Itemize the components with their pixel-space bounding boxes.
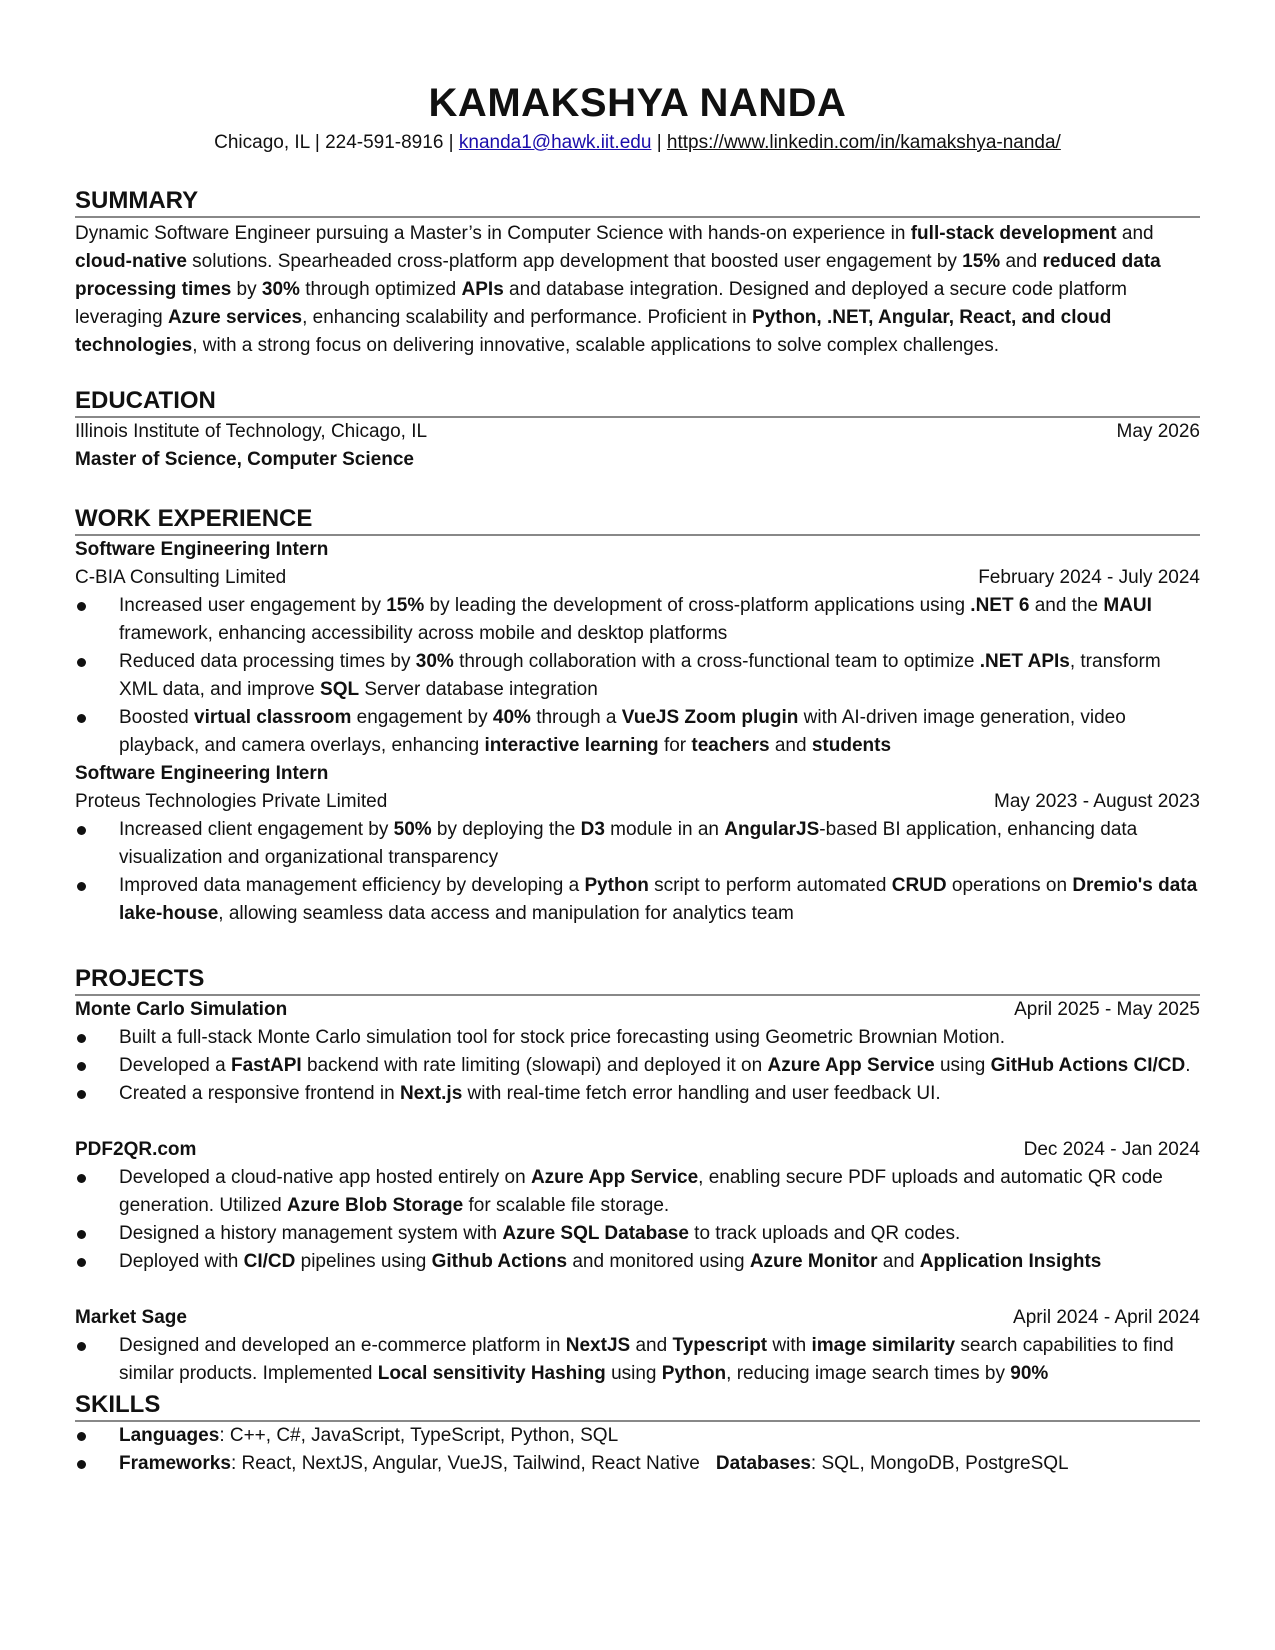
- project-header: [75, 996, 1200, 1024]
- project-name: PDF2QR.com: [75, 1139, 197, 1160]
- job-bullets: [75, 816, 1200, 928]
- job-dates: February 2024 - July 2024: [978, 567, 1200, 588]
- job-company-row: [75, 564, 1200, 592]
- section-title-summary: SUMMARY: [75, 186, 1200, 218]
- candidate-name: KAMAKSHYA NANDA: [428, 81, 847, 125]
- job-bullets: [75, 592, 1200, 760]
- bullet-item: Increased client engagement by 50% by deploying the D3 module in an AngularJS-based BI application, enhancing data visualization and organizational transparency: [75, 816, 1200, 872]
- bullet-item: Boosted virtual classroom engagement by 40% through a VueJS Zoom plugin with AI-driven image generation, video playback, and camera overlays, enhancing interactive learning for teachers and students: [75, 704, 1200, 760]
- job-entry: [75, 536, 1200, 760]
- project-bullets: [75, 1164, 1200, 1276]
- job-role: Software Engineering Intern: [75, 763, 329, 784]
- project-dates: Dec 2024 - Jan 2024: [1023, 1139, 1200, 1160]
- resume-page: [75, 78, 1200, 1478]
- school-name: Illinois Institute of Technology, Chicago, IL: [75, 421, 428, 442]
- education-row: [75, 418, 1200, 446]
- degree: Master of Science, Computer Science: [75, 449, 414, 470]
- job-dates: May 2023 - August 2023: [994, 791, 1200, 812]
- bullet-item: Designed and developed an e-commerce platform in NextJS and Typescript with image similarity search capabilities to find similar products. Implemented Local sensitivity Hashing using Python, reducing image search times by 90%: [75, 1332, 1200, 1388]
- skills-list: [75, 1422, 1200, 1478]
- section-title-work: WORK EXPERIENCE: [75, 504, 1200, 536]
- separator: |: [443, 132, 459, 153]
- project-bullets: [75, 1332, 1200, 1388]
- project-bullets: [75, 1024, 1200, 1108]
- summary-text: Dynamic Software Engineer pursuing a Master’s in Computer Science with hands-on experience in full-stack development and cloud-native solutions. Spearheaded cross-platform app development that boosted user engagement by 15% and reduced data processing times by 30% through optimized APIs and database integration. Designed and deployed a secure code platform leveraging Azure services, enhancing scalability and performance. Proficient in Python, .NET, Angular, React, and cloud technologies, with a strong focus on delivering innovative, scalable applications to solve complex challenges.: [75, 223, 1161, 356]
- bullet-item: Increased user engagement by 15% by leading the development of cross-platform applications using .NET 6 and the MAUI framework, enhancing accessibility across mobile and desktop platforms: [75, 592, 1200, 648]
- contact-line: [75, 130, 1200, 156]
- skills-section: [75, 1390, 1200, 1478]
- email-link[interactable]: knanda1@hawk.iit.edu: [458, 132, 652, 153]
- separator: |: [309, 132, 326, 153]
- project-name: Monte Carlo Simulation: [75, 999, 288, 1020]
- education-date: May 2026: [1116, 421, 1200, 442]
- skills-languages: Languages: C++, C#, JavaScript, TypeScript, Python, SQL: [75, 1422, 1200, 1450]
- bullet-item: Deployed with CI/CD pipelines using Github Actions and monitored using Azure Monitor and Application Insights: [75, 1248, 1200, 1276]
- project-name: Market Sage: [75, 1307, 187, 1328]
- projects-section: [75, 964, 1200, 1388]
- bullet-item: Developed a FastAPI backend with rate limiting (slowapi) and deployed it on Azure App Service using GitHub Actions CI/CD.: [75, 1052, 1200, 1080]
- linkedin-link[interactable]: https://www.linkedin.com/in/kamakshya-nanda/: [666, 132, 1061, 153]
- job-company: Proteus Technologies Private Limited: [75, 791, 388, 812]
- education-section: [75, 386, 1200, 474]
- job-entry: [75, 760, 1200, 928]
- section-title-skills: SKILLS: [75, 1390, 1200, 1422]
- project-entry: [75, 1304, 1200, 1388]
- project-entry: [75, 996, 1200, 1108]
- section-title-education: EDUCATION: [75, 386, 1200, 418]
- phone: 224-591-8916: [325, 132, 444, 153]
- bullet-item: Created a responsive frontend in Next.js with real-time fetch error handling and user feedback UI.: [75, 1080, 1200, 1108]
- job-company-row: [75, 788, 1200, 816]
- project-header: [75, 1136, 1200, 1164]
- project-entry: [75, 1136, 1200, 1276]
- project-header: [75, 1304, 1200, 1332]
- project-dates: April 2024 - April 2024: [1013, 1307, 1200, 1328]
- bullet-item: Developed a cloud-native app hosted entirely on Azure App Service, enabling secure PDF uploads and automatic QR code generation. Utilized Azure Blob Storage for scalable file storage.: [75, 1164, 1200, 1220]
- separator: |: [651, 132, 667, 153]
- skills-frameworks: Frameworks: React, NextJS, Angular, VueJS, Tailwind, React Native Databases: SQL, MongoDB, PostgreSQL: [75, 1450, 1200, 1478]
- bullet-item: Reduced data processing times by 30% through collaboration with a cross-functional team to optimize .NET APIs, transform XML data, and improve SQL Server database integration: [75, 648, 1200, 704]
- job-company: C-BIA Consulting Limited: [75, 567, 287, 588]
- location: Chicago, IL: [214, 132, 310, 153]
- bullet-item: Built a full-stack Monte Carlo simulation tool for stock price forecasting using Geometric Brownian Motion.: [75, 1024, 1200, 1052]
- bullet-item: Designed a history management system with Azure SQL Database to track uploads and QR codes.: [75, 1220, 1200, 1248]
- job-role: Software Engineering Intern: [75, 539, 329, 560]
- section-title-projects: PROJECTS: [75, 964, 1200, 996]
- work-section: [75, 504, 1200, 928]
- summary-section: [75, 186, 1200, 360]
- project-dates: April 2025 - May 2025: [1014, 999, 1200, 1020]
- bullet-item: Improved data management efficiency by developing a Python script to perform automated CRUD operations on Dremio's data lake-house, allowing seamless data access and manipulation for analytics team: [75, 872, 1200, 928]
